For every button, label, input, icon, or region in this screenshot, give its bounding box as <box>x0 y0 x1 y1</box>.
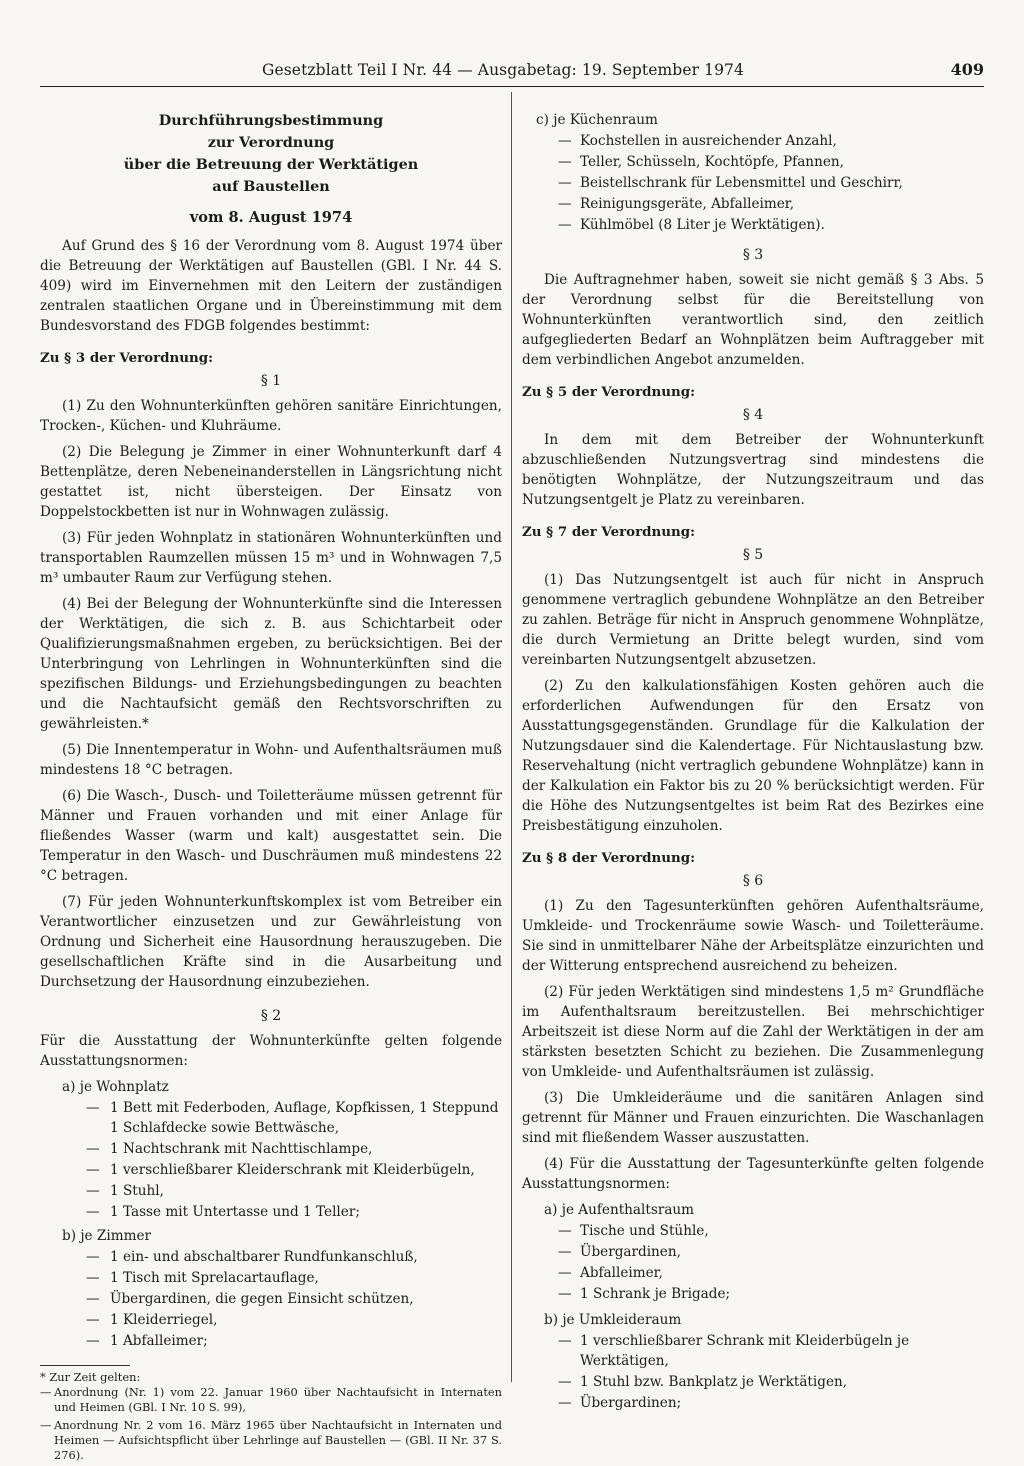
paragraph-number: § 1 <box>260 373 282 389</box>
dash-mark: — <box>86 1333 100 1349</box>
dash-mark: — <box>40 1385 52 1399</box>
section-heading: Zu § 8 der Verordnung: <box>522 850 696 866</box>
subsection-text: Für die Ausstattung der Wohnunterkünfte gelten folgende Ausstattungsnormen: <box>40 1033 502 1069</box>
page-header <box>40 60 984 86</box>
list-item: — Tische und Stühle, <box>558 1223 709 1239</box>
dash-mark: — <box>40 1418 52 1432</box>
title-line: zur Verordnung <box>207 134 335 151</box>
list-item: — 1 Schrank je Brigade; <box>558 1286 731 1302</box>
right-column <box>522 108 984 1414</box>
dash-mark: — <box>558 1333 572 1349</box>
dash-mark: — <box>558 1286 572 1302</box>
paragraph-number: § 5 <box>742 547 764 563</box>
dash-mark: — <box>86 1183 100 1199</box>
subsection-text: Die Auftragnehmer haben, soweit sie nicht gemäß § 3 Abs. 5 der Verordnung selbst für die Bereitstellung von Wohnunterkünften verantwortlich sind, den zeitlich aufgegliederten Bedarf an Wohnplätzen beim Auftraggeber mit dem verbindlichen Angebot anzumelden. <box>522 272 984 368</box>
list-item: — Übergardinen, <box>558 1244 681 1260</box>
list-item: — 1 Abfalleimer; <box>86 1333 208 1349</box>
dash-mark: — <box>86 1204 100 1220</box>
list-item: — Kochstellen in ausreichender Anzahl, <box>558 133 837 149</box>
list-item: — Beistellschrank für Lebensmittel und Geschirr, <box>558 175 903 191</box>
section-heading: Zu § 7 der Verordnung: <box>522 524 696 540</box>
footnote-heading: * Zur Zeit gelten: <box>40 1370 141 1384</box>
list-item: — Reinigungsgeräte, Abfalleimer, <box>558 196 795 212</box>
list-item: — 1 Stuhl bzw. Bankplatz je Werktätigen, <box>558 1374 848 1390</box>
dash-mark: — <box>558 1244 572 1260</box>
section-heading: Zu § 5 der Verordnung: <box>522 384 696 400</box>
dash-mark: — <box>558 133 572 149</box>
list-item: — 1 ein- und abschaltbarer Rundfunkanschluß, <box>86 1249 418 1265</box>
dash-mark: — <box>86 1162 100 1178</box>
left-column <box>40 108 502 1466</box>
subsection-text: (2) Die Belegung je Zimmer in einer Wohnunterkunft darf 4 Bettenplätze, deren Nebeneinanderstellen in Längsrichtung nicht gestattet ist, nicht übersteigen. Der Einsatz von Doppelstockbetten ist nur in Wohnwagen zulässig. <box>40 444 502 520</box>
page-number: 409 <box>950 60 984 79</box>
subsection-text: (3) Für jeden Wohnplatz in stationären Wohnunterkünften und transportablen Raumzellen müssen 15 m³ und in Wohnwagen 7,5 m³ umbauter Raum zur Verfügung stehen. <box>40 530 502 586</box>
paragraph-number: § 4 <box>742 407 764 423</box>
dash-mark: — <box>86 1312 100 1328</box>
subsection-text: (1) Zu den Tagesunterkünften gehören Aufenthaltsräume, Umkleide- und Trockenräume sowie Wasch- und Toiletteräume. Sie sind in unmittelbarer Nähe der Arbeitsplätze einzurichten und der Witterung entsprechend ausreichend zu beheizen. <box>522 898 984 974</box>
list-label: b) je Umkleideraum <box>544 1312 682 1328</box>
dash-mark: — <box>558 154 572 170</box>
subsection-text: (4) Für die Ausstattung der Tagesunterkünfte gelten folgende Ausstattungsnormen: <box>522 1156 984 1192</box>
list-item: — 1 Tisch mit Sprelacartauflage, <box>86 1270 319 1286</box>
subsection-text: (1) Das Nutzungsentgelt ist auch für nicht in Anspruch genommene vertraglich gebundene Wohnplätze an den Betreiber zu zahlen. Beträge für nicht in Anspruch genommene Wohnplätze, die durch Vermietung an Dritte belegt wurden, sind vom vereinbarten Nutzungsentgelt abzusetzen. <box>522 572 984 668</box>
dash-mark: — <box>558 1223 572 1239</box>
paragraph-number: § 3 <box>742 247 764 263</box>
list-item: — Teller, Schüsseln, Kochtöpfe, Pfannen, <box>558 154 844 170</box>
subsection-text: (5) Die Innentemperatur in Wohn- und Aufenthaltsräumen muß mindestens 18 °C betragen. <box>40 742 502 778</box>
dash-mark: — <box>86 1249 100 1265</box>
dash-mark: — <box>558 1265 572 1281</box>
subsection-text: (2) Zu den kalkulationsfähigen Kosten gehören auch die erforderlichen Aufwendungen für den Ersatz von Ausstattungsgegenständen. Grundlage für die Kalkulation der Nutzungsdauer sind die Kalendertage. Für Nichtauslastung bzw. Reservehaltung (nicht vertraglich gebundene Wohnplätze) kann in der Kalkulation ein Faktor bis zu 20 % berücksichtigt werden. Für die Höhe des Nutzungsentgeltes ist beim Rat des Bezirkes eine Preisbestätigung einzuholen. <box>522 678 984 834</box>
dash-mark: — <box>86 1100 100 1116</box>
list-label: b) je Zimmer <box>62 1228 152 1244</box>
dash-mark: — <box>86 1141 100 1157</box>
subsection-text: (7) Für jeden Wohnunterkunftskomplex ist vom Betreiber ein Verantwortlicher einzusetzen und zur Gewährleistung von Ordnung und Sicherheit eine Hausordnung herauszugeben. Die gesellschaftlichen Kräfte sind in die Ausarbeitung und Durchsetzung der Hausordnung einzubeziehen. <box>40 894 502 990</box>
paragraph-number: § 2 <box>260 1008 282 1024</box>
title-line: Durchführungsbestimmung <box>158 112 384 129</box>
list-label: c) je Küchenraum <box>536 112 658 128</box>
paragraph-number: § 6 <box>742 873 764 889</box>
list-item: — Übergardinen; <box>558 1395 682 1411</box>
list-item: — 1 Nachtschrank mit Nachttischlampe, <box>86 1141 373 1157</box>
dash-mark: — <box>86 1291 100 1307</box>
dash-mark: — <box>558 196 572 212</box>
document-date: vom 8. August 1974 <box>189 209 353 226</box>
header-title: Gesetzblatt Teil I Nr. 44 — Ausgabetag: 19. September 1974 <box>262 61 744 79</box>
list-label: a) je Aufenthaltsraum <box>544 1202 695 1218</box>
preamble: Auf Grund des § 16 der Verordnung vom 8. August 1974 über die Betreuung der Werktätigen auf Baustellen (GBl. I Nr. 44 S. 409) wird im Einvernehmen mit den Leitern der zuständigen zentralen staatlichen Organe und in Übereinstimmung mit dem Bundesvorstand des FDGB folgendes bestimmt: <box>40 238 502 334</box>
dash-mark: — <box>558 1395 572 1411</box>
subsection-text: In dem mit dem Betreiber der Wohnunterkunft abzuschließenden Nutzungsvertrag sind mindestens die benötigten Wohnplätze, der Nutzungszeitraum und das Nutzungsentgelt je Platz zu vereinbaren. <box>522 432 984 508</box>
subsection-text: (6) Die Wasch-, Dusch- und Toiletteräume müssen getrennt für Männer und Frauen vorhanden und mit einer Anlage für fließendes Wasser (warm und kalt) ausgestattet sein. Die Temperatur in den Wasch- und Duschräumen muß mindestens 22 °C betragen. <box>40 788 502 884</box>
list-item: — 1 Bett mit Federboden, Auflage, Kopfkissen, 1 Steppund 1 Schlafdecke sowie Bettwäsche, <box>86 1100 499 1136</box>
subsection-text: (4) Bei der Belegung der Wohnunterkünfte sind die Interessen der Werktätigen, die sich z. B. aus Schichtarbeit oder Qualifizierungsmaßnahmen ergeben, zu berücksichtigen. Bei der Unterbringung von Lehrlingen in Wohnunterkünften sind die spezifischen Bildungs- und Erziehungsbedingungen zu beachten und die Nachtaufsicht gemäß den Rechtsvorschriften zu gewährleisten.* <box>40 596 502 732</box>
footnote-item: — Anordnung (Nr. 1) vom 22. Januar 1960 über Nachtaufsicht in Internaten und Heimen (GBl. I Nr. 10 S. 99), <box>40 1385 502 1414</box>
title-line: über die Betreuung der Werktätigen <box>123 156 419 173</box>
list-item: — Übergardinen, die gegen Einsicht schützen, <box>86 1291 414 1307</box>
list-item: — 1 Tasse mit Untertasse und 1 Teller; <box>86 1204 360 1220</box>
subsection-text: (1) Zu den Wohnunterkünften gehören sanitäre Einrichtungen, Trocken-, Küchen- und Kluhräume. <box>40 398 502 434</box>
dash-mark: — <box>558 217 572 233</box>
list-label: a) je Wohnplatz <box>62 1079 169 1095</box>
title-line: auf Baustellen <box>212 178 330 195</box>
footnote-rule <box>40 1365 130 1366</box>
footnote-item: — Anordnung Nr. 2 vom 16. März 1965 über Nachtaufsicht in Internaten und Heimen — Aufsichtspflicht über Lehrlinge auf Baustellen — (GBl. II Nr. 37 S. 276). <box>40 1418 502 1462</box>
list-item: — Abfalleimer, <box>558 1265 664 1281</box>
column-divider <box>511 92 512 1382</box>
list-item: — Kühlmöbel (8 Liter je Werktätigen). <box>558 217 825 233</box>
list-item: — 1 Kleiderriegel, <box>86 1312 218 1328</box>
document-title <box>40 110 502 198</box>
dash-mark: — <box>86 1270 100 1286</box>
list-item: — 1 Stuhl, <box>86 1183 164 1199</box>
section-heading: Zu § 3 der Verordnung: <box>40 350 214 366</box>
dash-mark: — <box>558 175 572 191</box>
list-item: — 1 verschließbarer Kleiderschrank mit Kleiderbügeln, <box>86 1162 475 1178</box>
dash-mark: — <box>558 1374 572 1390</box>
header-rule <box>40 86 984 87</box>
subsection-text: (2) Für jeden Werktätigen sind mindestens 1,5 m² Grundfläche im Aufenthaltsraum bereitzustellen. Bei mehrschichtiger Arbeitszeit ist diese Norm auf die Zahl der Werktätigen in der am stärksten besetzten Schicht zu beziehen. Die Zusammenlegung von Umkleide- und Aufenthaltsräumen ist zulässig. <box>522 984 984 1080</box>
list-item: — 1 verschließbarer Schrank mit Kleiderbügeln je Werktätigen, <box>558 1333 910 1369</box>
subsection-text: (3) Die Umkleideräume und die sanitären Anlagen sind getrennt für Männer und Frauen einzurichten. Die Waschanlagen sind mit fließendem Wasser auszustatten. <box>522 1090 984 1146</box>
